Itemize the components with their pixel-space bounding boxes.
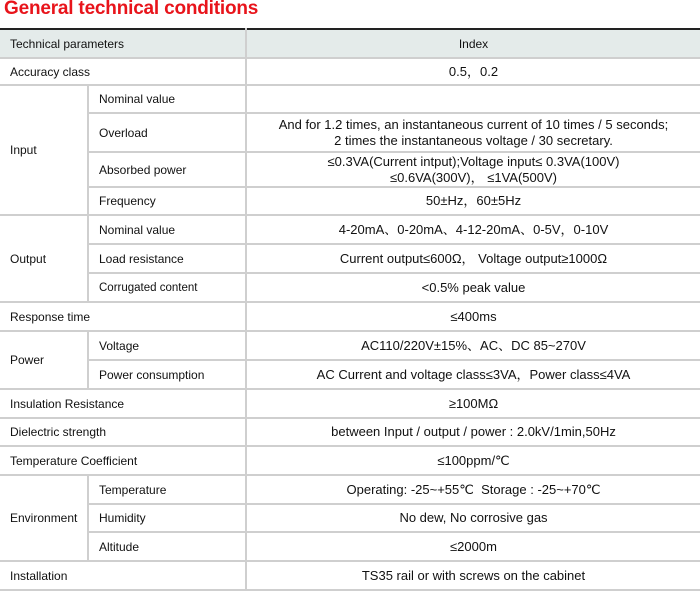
row-label: Response time bbox=[0, 302, 246, 331]
row-label: Temperature bbox=[88, 475, 246, 504]
value-line: And for 1.2 times, an instantaneous current of 10 times / 5 seconds; bbox=[278, 116, 669, 132]
value-line: ≤0.6VA(300V)， ≤1VA(500V) bbox=[390, 169, 557, 185]
row-value: No dew, No corrosive gas bbox=[246, 504, 700, 532]
table-row bbox=[0, 58, 700, 85]
row-value: AC110/220V±15%、AC、DC 85~270V bbox=[246, 331, 700, 360]
row-value: ≤400ms bbox=[246, 302, 700, 331]
row-value: TS35 rail or with screws on the cabinet bbox=[246, 561, 700, 590]
row-value: ≥100MΩ bbox=[246, 389, 700, 418]
table-header bbox=[0, 29, 700, 58]
table-row bbox=[0, 475, 700, 504]
table-row bbox=[0, 187, 700, 215]
spec-table bbox=[0, 28, 700, 591]
row-label: Insulation Resistance bbox=[0, 389, 246, 418]
table-row bbox=[0, 113, 700, 152]
table-row bbox=[0, 360, 700, 389]
table-row bbox=[0, 389, 700, 418]
table-row bbox=[0, 302, 700, 331]
row-label: Dielectric strength bbox=[0, 418, 246, 446]
row-value: ≤100ppm/℃ bbox=[246, 446, 700, 475]
table-row bbox=[0, 152, 700, 187]
row-value: Operating: -25~+55℃ Storage : -25~+70℃ bbox=[246, 475, 700, 504]
table-row bbox=[0, 446, 700, 475]
group-label: Power bbox=[0, 331, 88, 389]
row-value bbox=[246, 113, 700, 152]
row-value: Current output≤600Ω， Voltage output≥1000Ω bbox=[246, 244, 700, 273]
row-label: Corrugated content bbox=[88, 273, 246, 302]
table-row bbox=[0, 215, 700, 244]
row-value: 4-20mA、0-20mA、4-12-20mA、0-5V，0-10V bbox=[246, 215, 700, 244]
row-value: 50±Hz，60±5Hz bbox=[246, 187, 700, 215]
value-line: 2 times the instantaneous voltage / 30 secretary. bbox=[334, 132, 613, 148]
row-value: 0.5，0.2 bbox=[246, 58, 700, 85]
row-label: Frequency bbox=[88, 187, 246, 215]
table-row bbox=[0, 331, 700, 360]
row-label: Load resistance bbox=[88, 244, 246, 273]
table-row bbox=[0, 418, 700, 446]
row-value: AC Current and voltage class≤3VA，Power class≤4VA bbox=[246, 360, 700, 389]
row-label: Installation bbox=[0, 561, 246, 590]
row-label: Humidity bbox=[88, 504, 246, 532]
row-label: Altitude bbox=[88, 532, 246, 561]
group-label: Output bbox=[0, 215, 88, 302]
table-row bbox=[0, 561, 700, 590]
row-label: Nominal value bbox=[88, 215, 246, 244]
row-value: <0.5% peak value bbox=[246, 273, 700, 302]
table-row bbox=[0, 273, 700, 302]
group-label: Environment bbox=[0, 475, 88, 561]
header-param: Technical parameters bbox=[0, 29, 246, 58]
row-value: between Input / output / power : 2.0kV/1min,50Hz bbox=[246, 418, 700, 446]
table-row bbox=[0, 85, 700, 113]
row-label: Absorbed power bbox=[88, 152, 246, 187]
value-line: ≤0.3VA(Current intput);Voltage input≤ 0.3VA(100V) bbox=[327, 153, 620, 169]
table-row bbox=[0, 244, 700, 273]
row-label: Power consumption bbox=[88, 360, 246, 389]
table-row bbox=[0, 504, 700, 532]
row-value: ≤2000m bbox=[246, 532, 700, 561]
row-label: Temperature Coefficient bbox=[0, 446, 246, 475]
row-label: Overload bbox=[88, 113, 246, 152]
row-label: Voltage bbox=[88, 331, 246, 360]
row-value bbox=[246, 152, 700, 187]
row-label: Nominal value bbox=[88, 85, 246, 113]
header-index: Index bbox=[246, 29, 700, 58]
table-row bbox=[0, 532, 700, 561]
row-label: Accuracy class bbox=[0, 58, 246, 85]
group-label: Input bbox=[0, 85, 88, 215]
page-title: General technical conditions bbox=[4, 0, 259, 19]
row-value bbox=[246, 85, 700, 113]
